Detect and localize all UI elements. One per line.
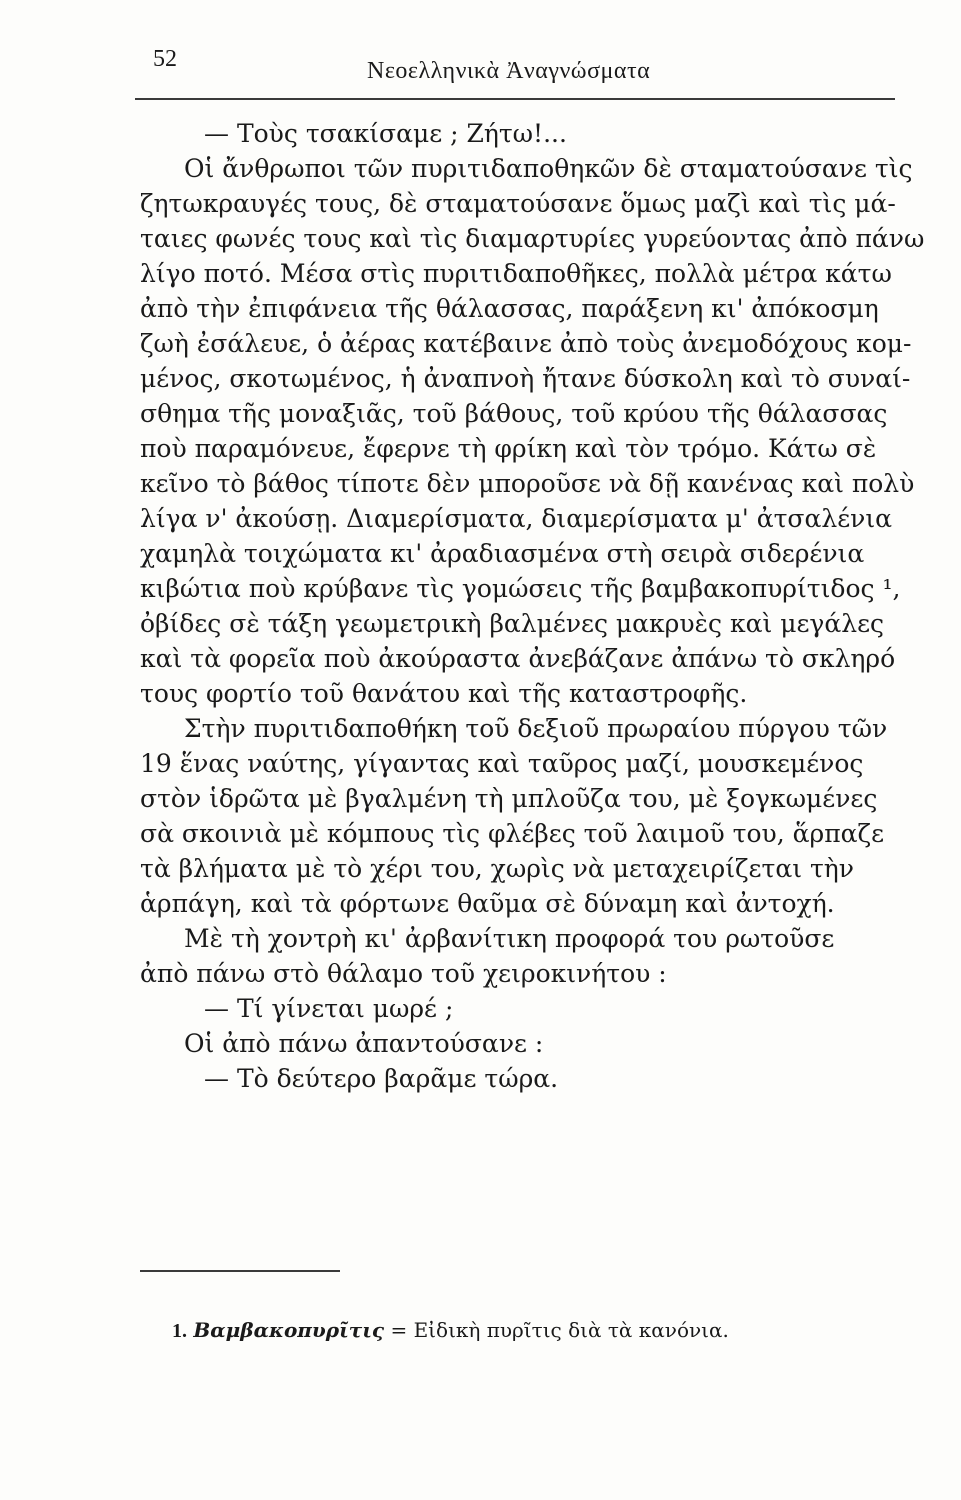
text-line: ὀβίδες σὲ τάξη γεωμετρικὴ βαλμένες μακρυὲς καὶ μεγάλες	[140, 609, 885, 638]
text-line: σθημα τῆς μοναξιᾶς, τοῦ βάθους, τοῦ κρύου τῆς θάλασσας	[140, 399, 888, 428]
body-text	[140, 116, 925, 1096]
text-line: 19 ἕνας ναύτης, γίγαντας καὶ ταῦρος μαζί, μουσκεμένος	[140, 749, 864, 778]
text-line: ζωὴ ἐσάλευε, ὁ ἀέρας κατέβαινε ἀπὸ τοὺς ἀνεμοδόχους κομ-	[140, 329, 912, 358]
text-line: — Τὸ δεύτερο βαρᾶμε τώρα.	[204, 1064, 559, 1093]
text-line: τους φορτίο τοῦ θανάτου καὶ τῆς καταστροφῆς.	[140, 679, 748, 708]
text-line: λίγα ν' ἀκούσῃ. Διαμερίσματα, διαμερίσματα μ' ἀτσαλένια	[140, 504, 893, 533]
text-line: ἀπὸ πάνω στὸ θάλαμο τοῦ χειροκινήτου :	[140, 959, 667, 988]
text-line: Οἱ ἀπὸ πάνω ἀπαντούσανε :	[184, 1029, 544, 1058]
text-line: κιβώτια ποὺ κρύβανε τὶς γομώσεις τῆς βαμβακοπυρίτιδος ¹,	[140, 574, 901, 603]
text-line: — Τοὺς τσακίσαμε ; Ζήτω!...	[204, 119, 567, 148]
book-title: Νεοελληνικὰ Ἀναγνώσματα	[367, 58, 651, 84]
text-line: κεῖνο τὸ βάθος τίποτε δὲν μποροῦσε νὰ δῇ κανένας καὶ πολὺ	[140, 469, 915, 498]
text-line: ποὺ παραμόνευε, ἔφερνε τὴ φρίκη καὶ τὸν τρόμο. Κάτω σὲ	[140, 434, 877, 463]
header-rule	[135, 98, 895, 100]
text-line: Οἱ ἄνθρωποι τῶν πυριτιδαποθηκῶν δὲ σταματούσανε τὶς	[184, 154, 913, 183]
text-line: — Τί γίνεται μωρέ ;	[204, 994, 454, 1023]
text-line: τὰ βλήματα μὲ τὸ χέρι του, χωρὶς νὰ μεταχειρίζεται τὴν	[140, 854, 854, 883]
text-line: χαμηλὰ τοιχώματα κι' ἀραδιασμένα στὴ σειρὰ σιδερένια	[140, 539, 865, 568]
text-line: στὸν ἱδρῶτα μὲ βγαλμένη τὴ μπλοῦζα του, μὲ ξογκωμένες	[140, 784, 878, 813]
text-line: ζητωκραυγές τους, δὲ σταματούσανε ὅμως μαζὶ καὶ τὶς μά-	[140, 189, 896, 218]
page-number: 52	[153, 46, 177, 72]
text-line: ταιες φωνές τους καὶ τὶς διαμαρτυρίες γυρεύοντας ἀπὸ πάνω	[140, 224, 925, 253]
text-line: καὶ τὰ φορεῖα ποὺ ἀκούραστα ἀνεβάζανε ἀπάνω τὸ σκληρό	[140, 644, 896, 673]
text-line: μένος, σκοτωμένος, ἡ ἀναπνοὴ ἤτανε δύσκολη καὶ τὸ συναί-	[140, 364, 911, 393]
running-head	[135, 40, 900, 106]
footnote-definition: = Εἰδικὴ πυρῖτις διὰ τὰ κανόνια.	[390, 1318, 729, 1342]
text-line: Μὲ τὴ χοντρὴ κι' ἀρβανίτικη προφορά του ρωτοῦσε	[184, 924, 835, 953]
footnote-number: 1.	[172, 1320, 187, 1342]
text-line: ἁρπάγη, καὶ τὰ φόρτωνε θαῦμα σὲ δύναμη καὶ ἀντοχή.	[140, 889, 835, 918]
footnote	[172, 1318, 729, 1343]
text-line: λίγο ποτό. Μέσα στὶς πυριτιδαποθῆκες, πολλὰ μέτρα κάτω	[140, 259, 892, 288]
text-line: Στὴν πυριτιδαποθήκη τοῦ δεξιοῦ πρωραίου πύργου τῶν	[184, 714, 888, 743]
text-line: ἀπὸ τὴν ἐπιφάνεια τῆς θάλασσας, παράξενη κι' ἀπόκοσμη	[140, 294, 879, 323]
footnote-rule	[140, 1270, 340, 1272]
footnote-term: Βαμβακοπυρῖτις	[193, 1318, 385, 1342]
text-line: σὰ σκοινιὰ μὲ κόμπους τὶς φλέβες τοῦ λαιμοῦ του, ἅρπαζε	[140, 819, 885, 848]
